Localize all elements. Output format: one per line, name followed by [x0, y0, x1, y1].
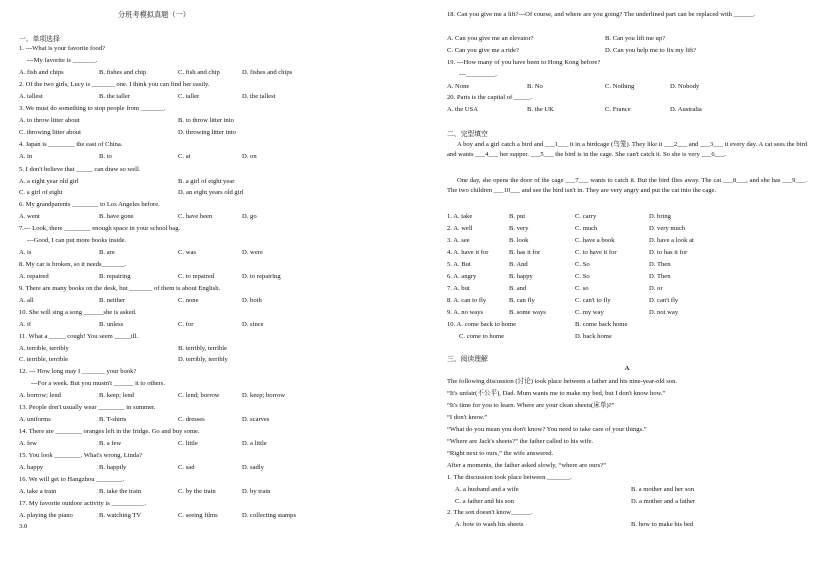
option: D. not way [649, 309, 679, 316]
option: A. to throw litter about [19, 117, 80, 124]
option: 3. A. see [447, 237, 470, 244]
question-17: 17. My favorite outdoor activity is __________. [19, 500, 147, 507]
option: 10. A. come back to home [447, 321, 517, 328]
option: B. very [509, 225, 529, 232]
reading-line: “It's time for you to learn. Where are your clean sheets(床单)?” [447, 402, 615, 409]
option: A. tallest [19, 93, 43, 100]
reading-line: After a moments, the father asked slowly, “where are ours?” [447, 462, 607, 469]
option: C. can't to fly [575, 297, 611, 304]
option: D. Then [649, 261, 671, 268]
option: D. collecting stamps [242, 512, 297, 519]
option: D. go [242, 213, 257, 220]
option: B. happily [99, 464, 127, 471]
passage-label: A [624, 365, 630, 372]
option: C. carry [575, 213, 597, 220]
option: A. happy [19, 464, 44, 471]
option: D. Nobody [670, 83, 700, 90]
option: B. fishes and chip [99, 69, 147, 76]
option: B. to throw litter into [178, 117, 234, 124]
option: B. have gone [99, 213, 134, 220]
option: A. in [19, 153, 33, 160]
question-8: 8. My car is broken, so it needs_______. [19, 261, 127, 268]
option: D. since [242, 321, 264, 328]
option: C. sad [178, 464, 195, 471]
option: 1. A. take [447, 213, 473, 220]
reading-question-2: 2. The son doesn't know______. [447, 509, 533, 516]
option: 4. A. have it for [447, 249, 489, 256]
option: D. can't fly [649, 297, 679, 304]
question-6: 6. My grandparents ________ to Los Angeles before. [19, 201, 160, 208]
option: A. fish and chips [19, 69, 64, 76]
option: D. a mother and a father [631, 498, 696, 505]
option: B. to [99, 153, 112, 160]
option: D. throwing litter into [178, 129, 236, 136]
option: C. lend; borrow [178, 392, 220, 399]
option: C. throwing litter about [19, 129, 81, 136]
option: C. Nothing [605, 83, 635, 90]
option: B. keep; lend [99, 392, 134, 399]
option: B. a few [99, 440, 122, 447]
option: A. is [19, 249, 32, 256]
option: C. Can you give me a ride? [447, 47, 519, 54]
option: B. a girl of eight year [178, 178, 235, 185]
reading-line: The following discussion (讨论) took place between a father and his nine-year-old son. [447, 378, 678, 385]
page-title: 分班考模拟真题（一） [118, 11, 190, 19]
option: B. how to make his bed [631, 521, 694, 528]
option: A. Can you give me an elevator? [447, 35, 534, 42]
reading-line: “Where are Jack's sheets?” the father called to his wife. [447, 438, 594, 445]
option: B. some ways [509, 309, 546, 316]
option: A. few [19, 440, 37, 447]
option: C. at [178, 153, 191, 160]
option: A. uniforms [19, 416, 51, 423]
option: B. the taller [99, 93, 130, 100]
option: A. the USA [447, 106, 478, 113]
option: C. So [575, 261, 590, 268]
option: A. a eight year old girl [19, 178, 79, 185]
question-9: 9. There are many books on the desk, but _______ of them is about English. [19, 285, 221, 292]
option: D. were [242, 249, 263, 256]
option: C. dresses [178, 416, 205, 423]
reading-question-1: 1. The discussion took place between _______. [447, 474, 572, 481]
option: B. unless [99, 321, 124, 328]
option: C. none [178, 297, 199, 304]
option: B. are [99, 249, 115, 256]
option: C. fish and chip [178, 69, 220, 76]
option: C. a father and his son [455, 498, 514, 505]
option: B. come back home [575, 321, 628, 328]
option: C. taller [178, 93, 200, 100]
option: B. terribly, terrible [178, 345, 228, 352]
option: B. neither [99, 297, 126, 304]
option: C. have been [178, 213, 213, 220]
question-19: 19. ---How many of you have been to Hong Kong before? [447, 59, 601, 66]
option: B. has it for [509, 249, 541, 256]
option: D. have a look at [649, 237, 694, 244]
question-19-reply: ---_________. [459, 71, 497, 78]
question-13: 13. People don't usually wear ________ in summer. [19, 404, 156, 411]
option: C. much [575, 225, 598, 232]
question-11: 11. What a _____ cough! You seem _____ill. [19, 333, 139, 340]
option: D. Then [649, 273, 671, 280]
option: B. Can you lift me up? [605, 35, 666, 42]
option: D. to repairing [242, 273, 281, 280]
option: B. put [509, 213, 526, 220]
option: A. None [447, 83, 470, 90]
option: D. very much [649, 225, 686, 232]
option: 2. A. well [447, 225, 473, 232]
option: D. terribly, terribly [178, 356, 228, 363]
option: C. seeing films [178, 512, 218, 519]
option: D. both [242, 297, 262, 304]
option: C. to have it for [575, 249, 617, 256]
footer-note: 3.0 [19, 523, 28, 530]
option: C. to repaired [178, 273, 215, 280]
section-heading-single-choice: 一、单项选择 [19, 36, 60, 43]
question-3: 3. We must do something to stop people from _______. [19, 105, 166, 112]
option: D. Australia [670, 106, 702, 113]
question-15: 15. You look ________. What's wrong, Linda? [19, 452, 143, 459]
option: C. come to home [459, 333, 505, 340]
reading-line: “It's unfair(不公平), Dad. Mum wants me to make my bed, but I don't know how.” [447, 390, 666, 397]
option: D. fishes and chips [242, 69, 293, 76]
option: D. bring [649, 213, 671, 220]
option: C. little [178, 440, 198, 447]
option: C. have a book [575, 237, 615, 244]
option: D. or [649, 285, 663, 292]
option: A. terrible, terribly [19, 345, 69, 352]
option: B. look [509, 237, 529, 244]
option: 6. A. angry [447, 273, 477, 280]
option: D. an eight years old girl [178, 189, 244, 196]
question-4: 4. Japan is ________ the east of China. [19, 141, 123, 148]
option: D. on [242, 153, 257, 160]
question-5: 5. I don't believe that _____ can draw so well. [19, 166, 141, 173]
section-heading-reading: 三、阅读理解 [447, 356, 488, 363]
option: A. a husband and a wife [455, 486, 519, 493]
option: D. by train [242, 488, 271, 495]
question-1: 1. ---What is your favorite food? [19, 45, 106, 52]
option: B. happy [509, 273, 533, 280]
section-heading-cloze: 二、完型填空 [447, 131, 488, 138]
question-12: 12. --- How long may I _______ your book? [19, 368, 137, 375]
option: D. Can you help me to fix my lift? [605, 47, 697, 54]
option: C. So [575, 273, 590, 280]
option: B. T-shirts [99, 416, 127, 423]
question-20: 20. Paris is the capital of _____. [447, 94, 532, 101]
cloze-paragraph-2: One day, she opens the door of the cage ___7___ wants to catch it. But the bird flies away. The cat ___8___, and she has ___9___. The two children ___10___ and see the bird isn't in. They are very angry and put the cat into the cage. [447, 177, 807, 194]
question-1-reply: ---My favorite is _______. [27, 57, 98, 64]
option: C. by the train [178, 488, 216, 495]
option: B. repairing [99, 273, 131, 280]
option: A. playing the piano [19, 512, 73, 519]
option: D. the tallest [242, 93, 276, 100]
option: C. so [575, 285, 589, 292]
option: C. a girl of eight [19, 189, 63, 196]
question-7-reply: ---Good, I can put more books inside. [27, 237, 127, 244]
option: B. a mother and her son [631, 486, 694, 493]
option: D. a little [242, 440, 267, 447]
option: D. scarves [242, 416, 270, 423]
option: 8. A. can to fly [447, 297, 487, 304]
option: C. France [605, 106, 631, 113]
option: 7. A. but [447, 285, 470, 292]
option: D. to has it for [649, 249, 688, 256]
question-16: 16. We will get to Hangzhou ________. [19, 476, 125, 483]
option: A. repaired [19, 273, 49, 280]
option: A. went [19, 213, 40, 220]
option: B. watching TV [99, 512, 142, 519]
question-2: 2. Of the two girls, Lucy is _______ one. I think you can find her easily. [19, 81, 210, 88]
option: C. terrible, terrible [19, 356, 69, 363]
option: B. and [509, 285, 527, 292]
option: A. all [19, 297, 34, 304]
question-7: 7.--- Look, there ________ enough space in your school bag. [19, 225, 181, 232]
option: B. And [509, 261, 528, 268]
option: 9. A. no ways [447, 309, 484, 316]
option: B. take the train [99, 488, 142, 495]
option: D. keep; borrow [242, 392, 286, 399]
option: D. sadly [242, 464, 264, 471]
option: B. the UK [527, 106, 554, 113]
option: C. was [178, 249, 196, 256]
reading-line: “Right next to ours,” the wife answered. [447, 450, 554, 457]
option: D. back home [575, 333, 612, 340]
reading-line: “What do you mean you don't know? You need to take care of your things.” [447, 426, 647, 433]
option: C. for [178, 321, 194, 328]
question-18: 18. Can you give me a lift?---Of course, and where are you going? The underlined part can be replaced with ______. [447, 11, 756, 18]
reading-line: “I don't know.” [447, 414, 488, 421]
option: B. can fly [509, 297, 535, 304]
option: A. take a train [19, 488, 57, 495]
option: C. my way [575, 309, 604, 316]
option: B. No [527, 83, 543, 90]
question-12-reply: ---For a week. But you mustn't ______ it to others. [31, 380, 165, 387]
question-10: 10. She will sing a song ______she is asked. [19, 309, 137, 316]
option: A. how to wash his sheets [455, 521, 524, 528]
option: 5. A. But [447, 261, 471, 268]
question-14: 14. There are ________ oranges left in the fridge. Go and buy some. [19, 428, 200, 435]
option: A. if [19, 321, 32, 328]
cloze-paragraph-1: A boy and a girl catch a bird and ___1___ it in a birdcage (鸟笼). They like it ___2___ and ___3___ it every day. A cat sees the bird and wants ___4___ her supper. ___5___ the bird is in the cage. She can't catch it. So she is very ___6___. [447, 141, 807, 158]
option: A. borrow; lend [19, 392, 61, 399]
